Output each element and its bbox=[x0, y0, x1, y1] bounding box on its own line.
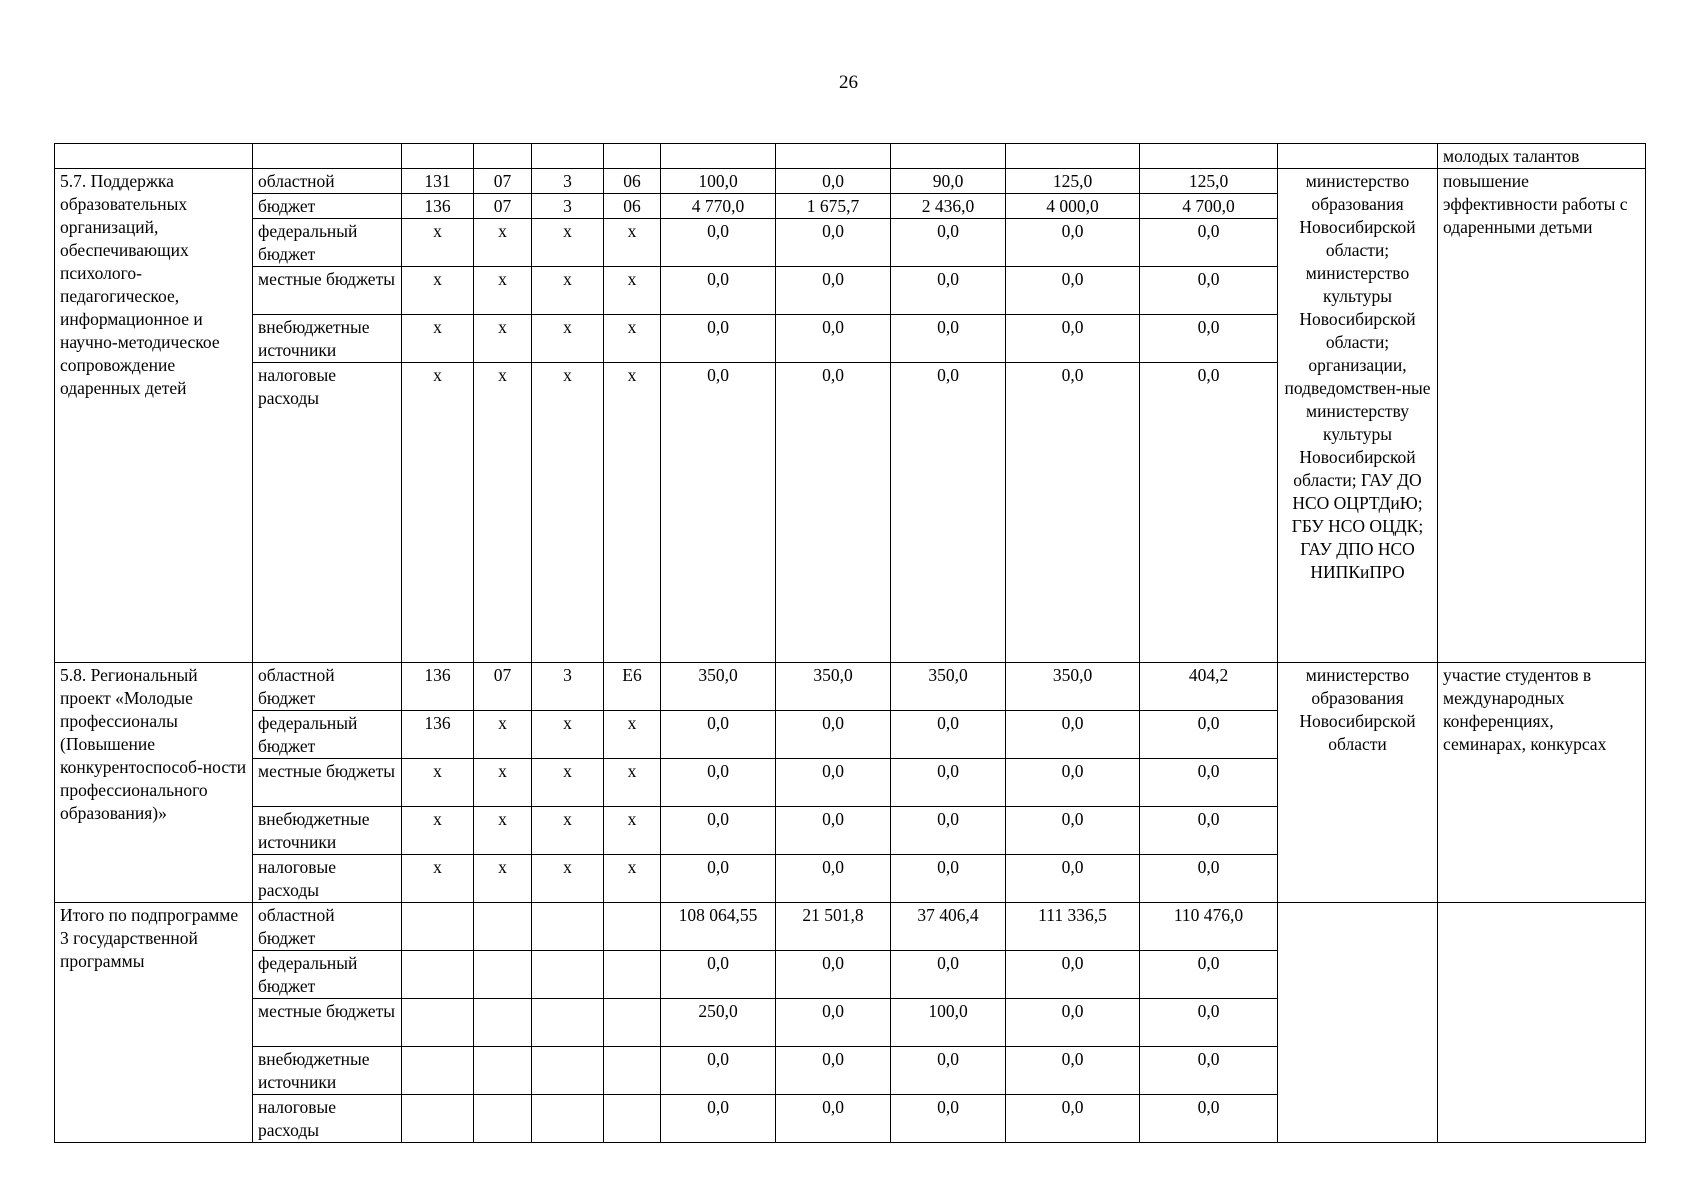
page-number: 26 bbox=[839, 72, 858, 93]
amount-cell: 37 406,4 bbox=[891, 903, 1006, 951]
amount-cell: 0,0 bbox=[776, 267, 891, 315]
empty-cell bbox=[402, 144, 474, 169]
expected-result-cell: участие студентов в международных конференциях, семинарах, конкурсах bbox=[1438, 663, 1646, 903]
budget-code-cell bbox=[474, 999, 532, 1047]
budget-code-cell: 3 bbox=[532, 663, 604, 711]
amount-cell: 0,0 bbox=[776, 1095, 891, 1143]
amount-cell: 100,0 bbox=[891, 999, 1006, 1047]
budget-code-cell: 06 bbox=[604, 194, 661, 219]
budget-code-cell: x bbox=[532, 711, 604, 759]
table-row bbox=[55, 663, 1646, 711]
funding-source-cell: налоговые расходы bbox=[253, 363, 402, 663]
amount-cell: 0,0 bbox=[661, 759, 776, 807]
amount-cell: 0,0 bbox=[1006, 759, 1140, 807]
funding-source-cell: федеральный бюджет bbox=[253, 711, 402, 759]
budget-code-cell: x bbox=[474, 315, 532, 363]
budget-code-cell: x bbox=[604, 267, 661, 315]
empty-cell bbox=[1140, 144, 1278, 169]
amount-cell: 0,0 bbox=[891, 267, 1006, 315]
amount-cell: 0,0 bbox=[891, 1095, 1006, 1143]
executor-cell: министерство образования Новосибирской области bbox=[1278, 663, 1438, 903]
amount-cell: 250,0 bbox=[661, 999, 776, 1047]
amount-cell: 0,0 bbox=[891, 951, 1006, 999]
amount-cell: 0,0 bbox=[1006, 315, 1140, 363]
budget-code-cell bbox=[532, 951, 604, 999]
budget-code-cell: x bbox=[604, 759, 661, 807]
budget-code-cell: x bbox=[604, 711, 661, 759]
amount-cell: 0,0 bbox=[776, 219, 891, 267]
amount-cell: 0,0 bbox=[661, 219, 776, 267]
amount-cell: 21 501,8 bbox=[776, 903, 891, 951]
amount-cell: 404,2 bbox=[1140, 663, 1278, 711]
amount-cell: 0,0 bbox=[1140, 315, 1278, 363]
amount-cell: 0,0 bbox=[661, 1095, 776, 1143]
empty-cell bbox=[604, 144, 661, 169]
amount-cell: 0,0 bbox=[891, 807, 1006, 855]
budget-code-cell bbox=[604, 1095, 661, 1143]
empty-cell bbox=[55, 144, 253, 169]
amount-cell: 350,0 bbox=[661, 663, 776, 711]
budget-code-cell: x bbox=[402, 363, 474, 663]
budget-code-cell: 136 bbox=[402, 663, 474, 711]
funding-source-cell: налоговые расходы bbox=[253, 1095, 402, 1143]
amount-cell: 90,0 bbox=[891, 169, 1006, 194]
amount-cell: 108 064,55 bbox=[661, 903, 776, 951]
amount-cell: 0,0 bbox=[891, 855, 1006, 903]
amount-cell: 0,0 bbox=[661, 951, 776, 999]
result-cell: молодых талантов bbox=[1438, 144, 1646, 169]
amount-cell: 0,0 bbox=[1006, 1047, 1140, 1095]
amount-cell: 0,0 bbox=[776, 855, 891, 903]
budget-code-cell: x bbox=[532, 759, 604, 807]
budget-code-cell: 06 bbox=[604, 169, 661, 194]
empty-cell bbox=[891, 144, 1006, 169]
funding-source-cell: местные бюджеты bbox=[253, 759, 402, 807]
amount-cell: 2 436,0 bbox=[891, 194, 1006, 219]
amount-cell: 0,0 bbox=[776, 315, 891, 363]
budget-code-cell: x bbox=[402, 267, 474, 315]
budget-code-cell bbox=[474, 951, 532, 999]
empty-cell bbox=[532, 144, 604, 169]
budget-code-cell: 3 bbox=[532, 169, 604, 194]
measure-name-cell: Итого по подпрограмме 3 государственной программы bbox=[55, 903, 253, 1143]
budget-code-cell bbox=[402, 1095, 474, 1143]
budget-code-cell: x bbox=[474, 807, 532, 855]
budget-code-cell: x bbox=[474, 855, 532, 903]
executor-cell bbox=[1278, 903, 1438, 1143]
funding-source-cell: бюджет bbox=[253, 194, 402, 219]
amount-cell: 4 700,0 bbox=[1140, 194, 1278, 219]
amount-cell: 0,0 bbox=[891, 219, 1006, 267]
amount-cell: 0,0 bbox=[1140, 219, 1278, 267]
budget-code-cell bbox=[532, 1047, 604, 1095]
budget-code-cell bbox=[474, 1095, 532, 1143]
amount-cell: 0,0 bbox=[661, 267, 776, 315]
budget-code-cell bbox=[604, 1047, 661, 1095]
amount-cell: 110 476,0 bbox=[1140, 903, 1278, 951]
amount-cell: 125,0 bbox=[1006, 169, 1140, 194]
amount-cell: 0,0 bbox=[1140, 807, 1278, 855]
amount-cell: 0,0 bbox=[1006, 855, 1140, 903]
budget-code-cell: x bbox=[402, 807, 474, 855]
budget-code-cell: x bbox=[532, 219, 604, 267]
amount-cell: 125,0 bbox=[1140, 169, 1278, 194]
empty-cell bbox=[1278, 144, 1438, 169]
budget-code-cell: x bbox=[474, 759, 532, 807]
budget-code-cell bbox=[604, 999, 661, 1047]
budget-code-cell: x bbox=[402, 759, 474, 807]
amount-cell: 0,0 bbox=[661, 363, 776, 663]
measure-name-cell: 5.8. Региональный проект «Молодые профессионалы (Повышение конкурентоспособ-ности профессионального образования)» bbox=[55, 663, 253, 903]
budget-code-cell: x bbox=[402, 219, 474, 267]
budget-code-cell: x bbox=[402, 855, 474, 903]
funding-source-cell: областной бюджет bbox=[253, 903, 402, 951]
budget-code-cell: x bbox=[474, 267, 532, 315]
budget-code-cell: x bbox=[604, 807, 661, 855]
budget-code-cell: x bbox=[532, 267, 604, 315]
amount-cell: 0,0 bbox=[661, 807, 776, 855]
amount-cell: 0,0 bbox=[1140, 999, 1278, 1047]
budget-code-cell: x bbox=[532, 807, 604, 855]
amount-cell: 0,0 bbox=[1006, 711, 1140, 759]
budget-code-cell bbox=[532, 903, 604, 951]
empty-cell bbox=[1006, 144, 1140, 169]
amount-cell: 0,0 bbox=[776, 169, 891, 194]
amount-cell: 0,0 bbox=[891, 315, 1006, 363]
amount-cell: 350,0 bbox=[1006, 663, 1140, 711]
budget-code-cell bbox=[402, 903, 474, 951]
amount-cell: 0,0 bbox=[1140, 363, 1278, 663]
funding-source-cell: внебюджетные источники bbox=[253, 807, 402, 855]
executor-cell: министерство образования Новосибирской области; министерство культуры Новосибирской области; организации, подведомствен-ные министерству культуры Новосибирской области; ГАУ ДО НСО ОЦРТДиЮ; ГБУ НСО ОЦДК; ГАУ ДПО НСО НИПКиПРО bbox=[1278, 169, 1438, 663]
budget-code-cell: 3 bbox=[532, 194, 604, 219]
budget-code-cell: x bbox=[474, 363, 532, 663]
amount-cell: 0,0 bbox=[891, 759, 1006, 807]
amount-cell: 0,0 bbox=[776, 711, 891, 759]
amount-cell: 4 770,0 bbox=[661, 194, 776, 219]
budget-code-cell: 07 bbox=[474, 194, 532, 219]
amount-cell: 0,0 bbox=[776, 1047, 891, 1095]
funding-source-cell: местные бюджеты bbox=[253, 999, 402, 1047]
funding-source-cell: областной bbox=[253, 169, 402, 194]
amount-cell: 0,0 bbox=[661, 1047, 776, 1095]
budget-code-cell: x bbox=[532, 315, 604, 363]
budget-code-cell: 07 bbox=[474, 663, 532, 711]
amount-cell: 350,0 bbox=[776, 663, 891, 711]
amount-cell: 0,0 bbox=[1006, 363, 1140, 663]
budget-code-cell: x bbox=[604, 219, 661, 267]
empty-cell bbox=[776, 144, 891, 169]
amount-cell: 0,0 bbox=[1140, 1095, 1278, 1143]
budget-code-cell bbox=[474, 903, 532, 951]
amount-cell: 0,0 bbox=[661, 315, 776, 363]
amount-cell: 4 000,0 bbox=[1006, 194, 1140, 219]
empty-cell bbox=[661, 144, 776, 169]
budget-code-cell: 136 bbox=[402, 194, 474, 219]
amount-cell: 0,0 bbox=[776, 759, 891, 807]
budget-code-cell: 131 bbox=[402, 169, 474, 194]
amount-cell: 0,0 bbox=[1006, 807, 1140, 855]
amount-cell: 0,0 bbox=[1140, 711, 1278, 759]
amount-cell: 0,0 bbox=[661, 711, 776, 759]
amount-cell: 0,0 bbox=[1140, 267, 1278, 315]
amount-cell: 0,0 bbox=[891, 1047, 1006, 1095]
funding-source-cell: областной бюджет bbox=[253, 663, 402, 711]
amount-cell: 0,0 bbox=[891, 363, 1006, 663]
amount-cell: 0,0 bbox=[1140, 1047, 1278, 1095]
budget-code-cell bbox=[402, 1047, 474, 1095]
amount-cell: 0,0 bbox=[776, 363, 891, 663]
amount-cell: 0,0 bbox=[776, 951, 891, 999]
funding-source-cell: налоговые расходы bbox=[253, 855, 402, 903]
budget-code-cell bbox=[532, 1095, 604, 1143]
budget-code-cell: x bbox=[604, 363, 661, 663]
amount-cell: 0,0 bbox=[1140, 951, 1278, 999]
expected-result-cell: повышение эффективности работы с одаренными детьми bbox=[1438, 169, 1646, 663]
budget-code-cell: x bbox=[604, 315, 661, 363]
budget-code-cell bbox=[604, 951, 661, 999]
amount-cell: 350,0 bbox=[891, 663, 1006, 711]
funding-source-cell: местные бюджеты bbox=[253, 267, 402, 315]
budget-table bbox=[54, 143, 1646, 1143]
budget-code-cell bbox=[474, 1047, 532, 1095]
amount-cell: 0,0 bbox=[891, 711, 1006, 759]
amount-cell: 0,0 bbox=[776, 807, 891, 855]
continuation-row bbox=[55, 144, 1646, 169]
budget-code-cell bbox=[532, 999, 604, 1047]
amount-cell: 0,0 bbox=[776, 999, 891, 1047]
amount-cell: 0,0 bbox=[1006, 219, 1140, 267]
funding-source-cell: внебюджетные источники bbox=[253, 315, 402, 363]
empty-cell bbox=[474, 144, 532, 169]
budget-code-cell: x bbox=[402, 315, 474, 363]
budget-code-cell: Е6 bbox=[604, 663, 661, 711]
funding-source-cell: федеральный бюджет bbox=[253, 219, 402, 267]
amount-cell: 0,0 bbox=[1006, 267, 1140, 315]
amount-cell: 0,0 bbox=[1006, 999, 1140, 1047]
budget-code-cell: x bbox=[474, 711, 532, 759]
budget-code-cell: 07 bbox=[474, 169, 532, 194]
budget-code-cell: x bbox=[532, 363, 604, 663]
budget-code-cell: x bbox=[604, 855, 661, 903]
amount-cell: 0,0 bbox=[1140, 759, 1278, 807]
budget-code-cell bbox=[604, 903, 661, 951]
budget-code-cell: x bbox=[474, 219, 532, 267]
amount-cell: 111 336,5 bbox=[1006, 903, 1140, 951]
amount-cell: 0,0 bbox=[661, 855, 776, 903]
expected-result-cell bbox=[1438, 903, 1646, 1143]
amount-cell: 0,0 bbox=[1140, 855, 1278, 903]
table-row bbox=[55, 169, 1646, 194]
amount-cell: 1 675,7 bbox=[776, 194, 891, 219]
empty-cell bbox=[253, 144, 402, 169]
budget-code-cell: 136 bbox=[402, 711, 474, 759]
measure-name-cell: 5.7. Поддержка образовательных организаций, обеспечивающих психолого-педагогическое, информационное и научно-методическое сопровождение одаренных детей bbox=[55, 169, 253, 663]
amount-cell: 0,0 bbox=[1006, 1095, 1140, 1143]
budget-code-cell bbox=[402, 951, 474, 999]
amount-cell: 0,0 bbox=[1006, 951, 1140, 999]
funding-source-cell: внебюджетные источники bbox=[253, 1047, 402, 1095]
amount-cell: 100,0 bbox=[661, 169, 776, 194]
funding-source-cell: федеральный бюджет bbox=[253, 951, 402, 999]
budget-code-cell bbox=[402, 999, 474, 1047]
table-row bbox=[55, 903, 1646, 951]
budget-code-cell: x bbox=[532, 855, 604, 903]
